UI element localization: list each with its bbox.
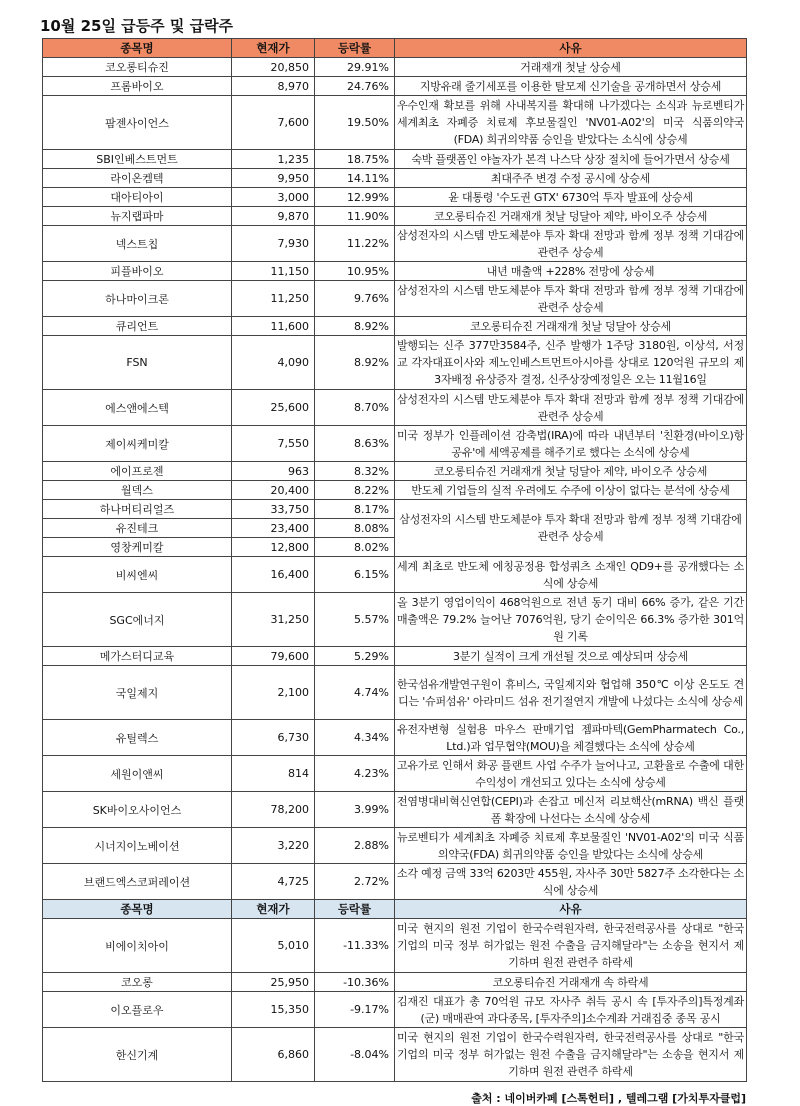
table-row (43, 792, 747, 828)
reason-text: 반도체 기업들의 실적 우려에도 수주에 이상이 없다는 분석에 상승세 (395, 481, 747, 500)
current-price: 25,600 (232, 390, 315, 426)
reason-text: 윤 대통령 '수도권 GTX' 6730억 투자 발표에 상승세 (395, 188, 747, 207)
change-rate: -10.36% (315, 973, 395, 992)
stock-name: 비씨엔씨 (43, 557, 232, 593)
change-rate: 9.76% (315, 281, 395, 317)
table-row (43, 462, 747, 481)
table-row (43, 1028, 747, 1082)
change-rate: 12.99% (315, 188, 395, 207)
stock-name: 제이씨케미칼 (43, 426, 232, 462)
stock-name: 에이프로젠 (43, 462, 232, 481)
change-rate: 2.88% (315, 828, 395, 864)
stock-name: 팜젠사이언스 (43, 96, 232, 150)
stock-name: 국일제지 (43, 666, 232, 720)
reason-text: 거래재개 첫날 상승세 (395, 58, 747, 77)
current-price: 20,850 (232, 58, 315, 77)
reason-text: 삼성전자의 시스템 반도체분야 투자 확대 전망과 함께 정부 정책 기대감에 관련주 상승세 (395, 226, 747, 262)
table-row (43, 481, 747, 500)
stock-table (42, 38, 747, 1082)
table-row (43, 262, 747, 281)
current-price: 5,010 (232, 919, 315, 973)
stock-name: SK바이오사이언스 (43, 792, 232, 828)
table-row (43, 169, 747, 188)
reason-text: 내년 매출액 +228% 전망에 상승세 (395, 262, 747, 281)
table-row (43, 281, 747, 317)
change-rate: -11.33% (315, 919, 395, 973)
change-rate: 11.22% (315, 226, 395, 262)
reason-text: 김재진 대표가 총 70억원 규모 자사주 취득 공시 속 [투자주의]특정계좌(군) 매매관여 과다종목, [투자주의]소수계좌 거래집중 종목 공시 (395, 992, 747, 1028)
reason-text: 한국섬유개발연구원이 휴비스, 국일제지와 협업해 350℃ 이상 온도도 견디는 '슈퍼섬유' 아라미드 섬유 전기절연지 개발에 나섰다는 소식에 상승세 (395, 666, 747, 720)
current-price: 78,200 (232, 792, 315, 828)
reason-text: 우수인재 확보를 위해 사내복지를 확대해 나가겠다는 소식과 뉴로벤티가 세계최초 자폐증 치료제 후보물질인 'NV01-A02'의 미국 식품의약국(FDA) 희귀의약품 승인을 받았다는 소식에 상승세 (395, 96, 747, 150)
table-row (43, 973, 747, 992)
reason-text: 고유가로 인해서 화공 플랜트 사업 수주가 늘어나고, 고환율로 수출에 대한 수익성이 개선되고 있다는 소식에 상승세 (395, 756, 747, 792)
col-header-rate: 등락률 (315, 39, 395, 58)
col-header-price: 현재가 (232, 900, 315, 919)
stock-name: 영창케미칼 (43, 538, 232, 557)
current-price: 4,090 (232, 336, 315, 390)
current-price: 9,950 (232, 169, 315, 188)
change-rate: 8.92% (315, 317, 395, 336)
current-price: 15,350 (232, 992, 315, 1028)
reason-text: 유전자변형 실험용 마우스 판매기업 젬파마텍(GemPharmatech Co., Ltd.)과 업무협약(MOU)을 체결했다는 소식에 상승세 (395, 720, 747, 756)
table-row (43, 828, 747, 864)
reason-text: 코오롱티슈진 거래재개 첫날 덩달아 상승세 (395, 317, 747, 336)
change-rate: 8.17% (315, 500, 395, 519)
gainers-body (43, 58, 747, 900)
stock-name: 브랜드엑스코퍼레이션 (43, 864, 232, 900)
table-row (43, 647, 747, 666)
stock-name: SBI인베스트먼트 (43, 150, 232, 169)
stock-name: 메가스터디교육 (43, 647, 232, 666)
change-rate: 10.95% (315, 262, 395, 281)
stock-name: 시너지이노베이션 (43, 828, 232, 864)
table-row (43, 226, 747, 262)
current-price: 23,400 (232, 519, 315, 538)
current-price: 16,400 (232, 557, 315, 593)
change-rate: 3.99% (315, 792, 395, 828)
current-price: 11,150 (232, 262, 315, 281)
stock-name: 큐리언트 (43, 317, 232, 336)
table-row (43, 557, 747, 593)
stock-name: 뉴지랩파마 (43, 207, 232, 226)
current-price: 7,600 (232, 96, 315, 150)
change-rate: 4.34% (315, 720, 395, 756)
stock-name: 유틸렉스 (43, 720, 232, 756)
reason-text: 미국 현지의 원전 기업이 한국수력원자력, 한국전력공사를 상대로 "한국 기업의 미국 정부 허가없는 원전 수출을 금지해달라"는 소송을 현지서 제기하며 원전 관련주 하락세 (395, 919, 747, 973)
table-row (43, 317, 747, 336)
current-price: 11,250 (232, 281, 315, 317)
change-rate: 8.22% (315, 481, 395, 500)
current-price: 963 (232, 462, 315, 481)
stock-name: 하나머티리얼즈 (43, 500, 232, 519)
current-price: 4,725 (232, 864, 315, 900)
reason-text: 코오롱티슈진 거래재개 첫날 덩달아 제약, 바이오주 상승세 (395, 207, 747, 226)
change-rate: 24.76% (315, 77, 395, 96)
gainers-header-row (43, 39, 747, 58)
losers-body (43, 919, 747, 1082)
change-rate: 8.08% (315, 519, 395, 538)
table-row (43, 188, 747, 207)
col-header-price: 현재가 (232, 39, 315, 58)
table-row (43, 77, 747, 96)
stock-name: 세원이앤씨 (43, 756, 232, 792)
current-price: 814 (232, 756, 315, 792)
change-rate: 5.57% (315, 593, 395, 647)
table-row (43, 720, 747, 756)
table-row (43, 207, 747, 226)
current-price: 6,730 (232, 720, 315, 756)
current-price: 8,970 (232, 77, 315, 96)
table-row (43, 426, 747, 462)
stock-name: 대아티아이 (43, 188, 232, 207)
change-rate: 18.75% (315, 150, 395, 169)
change-rate: 8.32% (315, 462, 395, 481)
current-price: 3,220 (232, 828, 315, 864)
current-price: 7,550 (232, 426, 315, 462)
current-price: 6,860 (232, 1028, 315, 1082)
change-rate: 8.92% (315, 336, 395, 390)
change-rate: 8.70% (315, 390, 395, 426)
col-header-reason: 사유 (395, 39, 747, 58)
stock-name: 비에이치아이 (43, 919, 232, 973)
col-header-rate: 등락률 (315, 900, 395, 919)
table-row (43, 500, 747, 519)
reason-text: 코오롱티슈진 거래재개 첫날 덩달아 제약, 바이오주 상승세 (395, 462, 747, 481)
stock-name: 유진테크 (43, 519, 232, 538)
table-row (43, 992, 747, 1028)
current-price: 7,930 (232, 226, 315, 262)
current-price: 1,235 (232, 150, 315, 169)
stock-name: 하나마이크론 (43, 281, 232, 317)
current-price: 20,400 (232, 481, 315, 500)
current-price: 12,800 (232, 538, 315, 557)
table-row (43, 150, 747, 169)
change-rate: 4.23% (315, 756, 395, 792)
reason-text: 소각 예정 금액 33억 6203만 455원, 자사주 30만 5827주 소각한다는 소식에 상승세 (395, 864, 747, 900)
losers-header-row (43, 900, 747, 919)
reason-text: 전염병대비혁신연합(CEPI)과 손잡고 메신저 리보핵산(mRNA) 백신 플랫폼 확장에 나선다는 소식에 상승세 (395, 792, 747, 828)
stock-name: 피플바이오 (43, 262, 232, 281)
reason-text: 3분기 실적이 크게 개선될 것으로 예상되며 상승세 (395, 647, 747, 666)
change-rate: -9.17% (315, 992, 395, 1028)
reason-text: 올 3분기 영업이익이 468억원으로 전년 동기 대비 66% 증가, 같은 기간 매출액은 79.2% 늘어난 7076억원, 당기 순이익은 66.3% 증가한 301억원 기록 (395, 593, 747, 647)
change-rate: 14.11% (315, 169, 395, 188)
stock-name: 코오롱 (43, 973, 232, 992)
change-rate: 6.15% (315, 557, 395, 593)
reason-text: 뉴로벤티가 세계최초 자폐증 치료제 후보물질인 'NV01-A02'의 미국 식품의약국(FDA) 희귀의약품 승인을 받았다는 소식에 상승세 (395, 828, 747, 864)
page-title: 10월 25일 급등주 및 급락주 (40, 17, 234, 35)
table-row (43, 336, 747, 390)
change-rate: -8.04% (315, 1028, 395, 1082)
table-row (43, 756, 747, 792)
change-rate: 11.90% (315, 207, 395, 226)
col-header-reason: 사유 (395, 900, 747, 919)
reason-text: 숙박 플랫폼인 야놀자가 본격 나스닥 상장 절치에 들어가면서 상승세 (395, 150, 747, 169)
stock-name: 코오롱티슈진 (43, 58, 232, 77)
change-rate: 8.63% (315, 426, 395, 462)
current-price: 3,000 (232, 188, 315, 207)
change-rate: 2.72% (315, 864, 395, 900)
reason-text: 지방유래 줄기세포를 이용한 탈모제 신기술을 공개하면서 상승세 (395, 77, 747, 96)
change-rate: 19.50% (315, 96, 395, 150)
reason-text: 코오롱티슈진 거래재개 속 하락세 (395, 973, 747, 992)
table-row (43, 390, 747, 426)
stock-name: 월덱스 (43, 481, 232, 500)
stock-name: SGC에너지 (43, 593, 232, 647)
reason-text: 삼성전자의 시스템 반도체분야 투자 확대 전망과 함께 정부 정책 기대감에 관련주 상승세 (395, 500, 747, 557)
reason-text: 세계 최초로 반도체 에칭공정용 합성쿼츠 소재인 QD9+를 공개했다는 소식에 상승세 (395, 557, 747, 593)
current-price: 79,600 (232, 647, 315, 666)
current-price: 9,870 (232, 207, 315, 226)
stock-name: 이오플로우 (43, 992, 232, 1028)
stock-name: 에스앤에스텍 (43, 390, 232, 426)
reason-text: 삼성전자의 시스템 반도체분야 투자 확대 전망과 함께 정부 정책 기대감에 관련주 상승세 (395, 281, 747, 317)
col-header-name: 종목명 (43, 900, 232, 919)
change-rate: 4.74% (315, 666, 395, 720)
table-row (43, 593, 747, 647)
current-price: 33,750 (232, 500, 315, 519)
table-row (43, 58, 747, 77)
stock-name: 프롬바이오 (43, 77, 232, 96)
reason-text: 미국 현지의 원전 기업이 한국수력원자력, 한국전력공사를 상대로 "한국 기업의 미국 정부 허가없는 원전 수출을 금지해달라"는 소송을 현지서 제기하며 원전 관련주 하락세 (395, 1028, 747, 1082)
current-price: 11,600 (232, 317, 315, 336)
col-header-name: 종목명 (43, 39, 232, 58)
reason-text: 발행되는 신주 377만3584주, 신주 발행가 1주당 3180원, 이상석, 서정교 각자대표이사와 제노인베스트먼트아시아를 상대로 120억원 규모의 제3자배정 유상증자 결정, 신주상장예정일은 오는 11월16일 (395, 336, 747, 390)
current-price: 25,950 (232, 973, 315, 992)
stock-name: 한신기계 (43, 1028, 232, 1082)
change-rate: 5.29% (315, 647, 395, 666)
stock-name: 라이온켐텍 (43, 169, 232, 188)
reason-text: 최대주주 변경 수정 공시에 상승세 (395, 169, 747, 188)
table-row (43, 919, 747, 973)
change-rate: 29.91% (315, 58, 395, 77)
stock-name: FSN (43, 336, 232, 390)
table-row (43, 666, 747, 720)
table-row (43, 96, 747, 150)
reason-text: 미국 정부가 인플레이션 감축법(IRA)에 따라 내년부터 '친환경(바이오)항공유'에 세액공제를 해주기로 했다는 소식에 상승세 (395, 426, 747, 462)
change-rate: 8.02% (315, 538, 395, 557)
source-note: 출처 : 네이버카페 [스톡헌터] , 텔레그램 [가치투자클럽] (471, 1092, 746, 1105)
current-price: 31,250 (232, 593, 315, 647)
table-row (43, 864, 747, 900)
stock-name: 넥스트칩 (43, 226, 232, 262)
reason-text: 삼성전자의 시스템 반도체분야 투자 확대 전망과 함께 정부 정책 기대감에 관련주 상승세 (395, 390, 747, 426)
current-price: 2,100 (232, 666, 315, 720)
